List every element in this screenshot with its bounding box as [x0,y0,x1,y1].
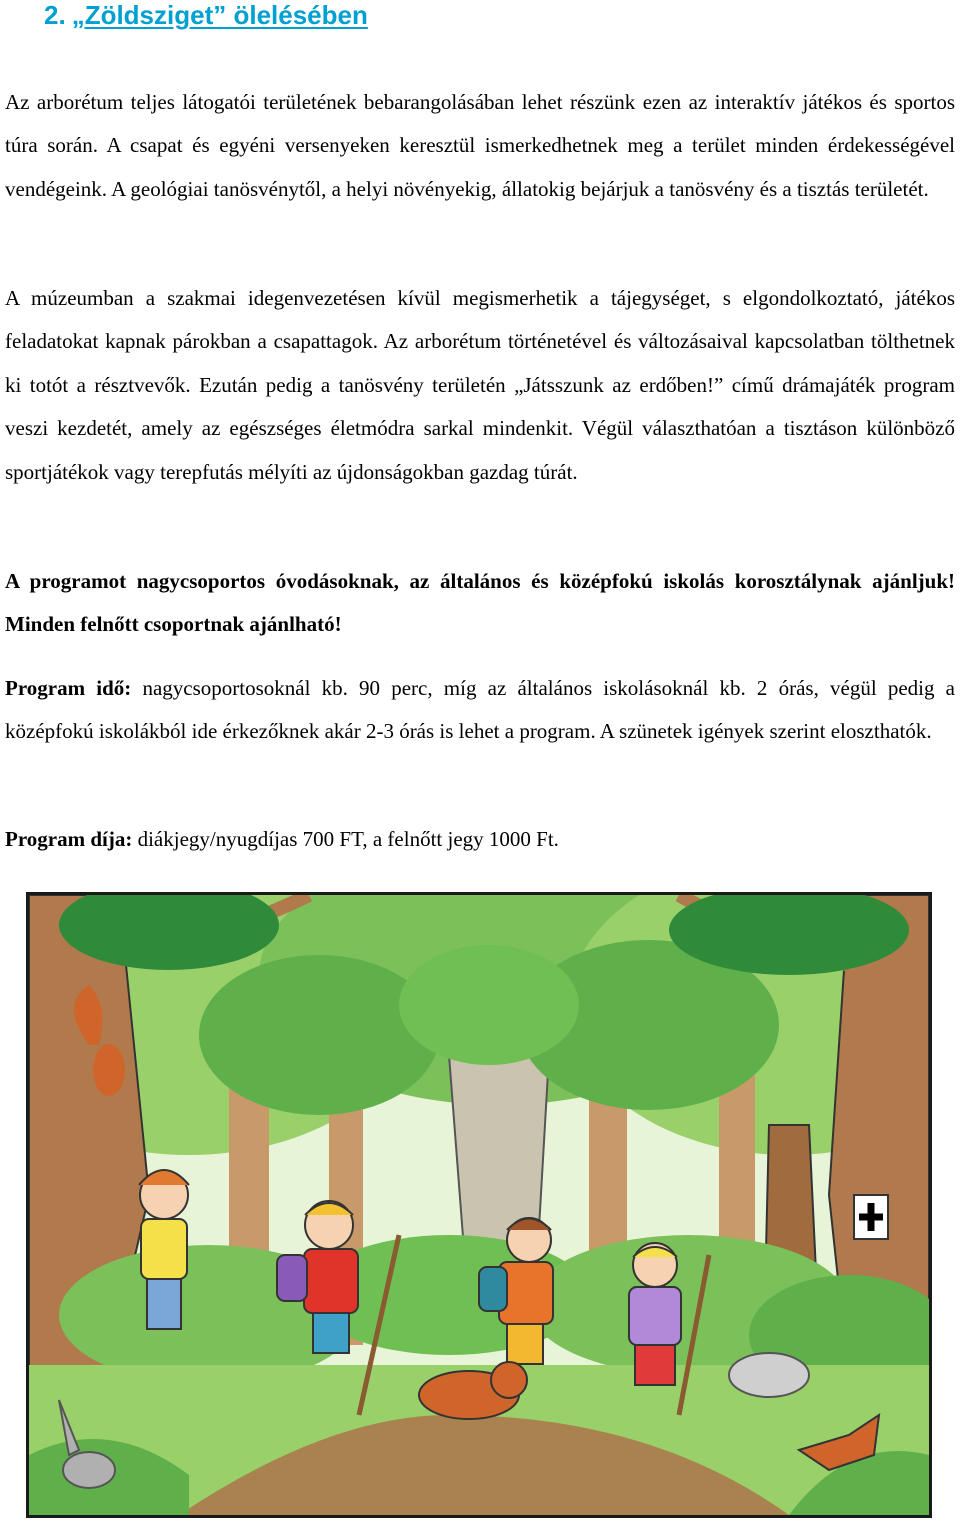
forest-hike-illustration [26,892,932,1518]
program-fee-label: Program díja: [5,827,133,851]
program-time-paragraph [5,667,955,754]
program-time-label: Program idő: [5,676,132,700]
section-title: „Zöldsziget” ölelésében [71,0,368,30]
program-time-text: nagycsoportosoknál kb. 90 perc, míg az általános iskolásoknál kb. 2 órás, végül pedig a középfokú iskolákból ide érkezőknek akár 2-3 órás is lehet a program. A szünetek igények szerint eloszthatók. [5,676,955,744]
program-fee-paragraph [5,818,955,861]
forest-illustration-svg [29,895,929,1515]
audience-paragraph: A programot nagycsoportos óvodásoknak, az általános és középfokú iskolás korosztálynak ajánljuk! Minden felnőtt csoportnak ajánlható! [5,569,955,637]
museum-paragraph: A múzeumban a szakmai idegenvezetésen kívül megismerhetik a tájegységet, s elgondolkoztató, játékos feladatokat kapnak párokban a csapattagok. Az arborétum történetével és változásaival kapcsolatban tölthetnek ki totót a résztvevők. Ezután pedig a tanösvény területén „Játsszunk az erdőben!” című drámajáték program veszi kezdetét, amely az egészséges életmódra sarkal mindenkit. Végül választhatóan a tisztáson különböző sportjátékok vagy terepfutás mélyíti az újdonságokban gazdag túrát. [5,286,955,484]
program-fee-text: diákjegy/nyugdíjas 700 FT, a felnőtt jegy 1000 Ft. [132,827,559,851]
section-heading [44,0,368,30]
section-number: 2. [44,0,66,30]
intro-paragraph: Az arborétum teljes látogatói területének bebarangolásában lehet részünk ezen az interaktív játékos és sportos túra során. A csapat és egyéni versenyeken keresztül ismerkedhetnek meg a terület minden érdekességével vendégeink. A geológiai tanösvénytől, a helyi növényekig, állatokig bejárjuk a tanösvény és a tisztás területét. [5,90,955,201]
